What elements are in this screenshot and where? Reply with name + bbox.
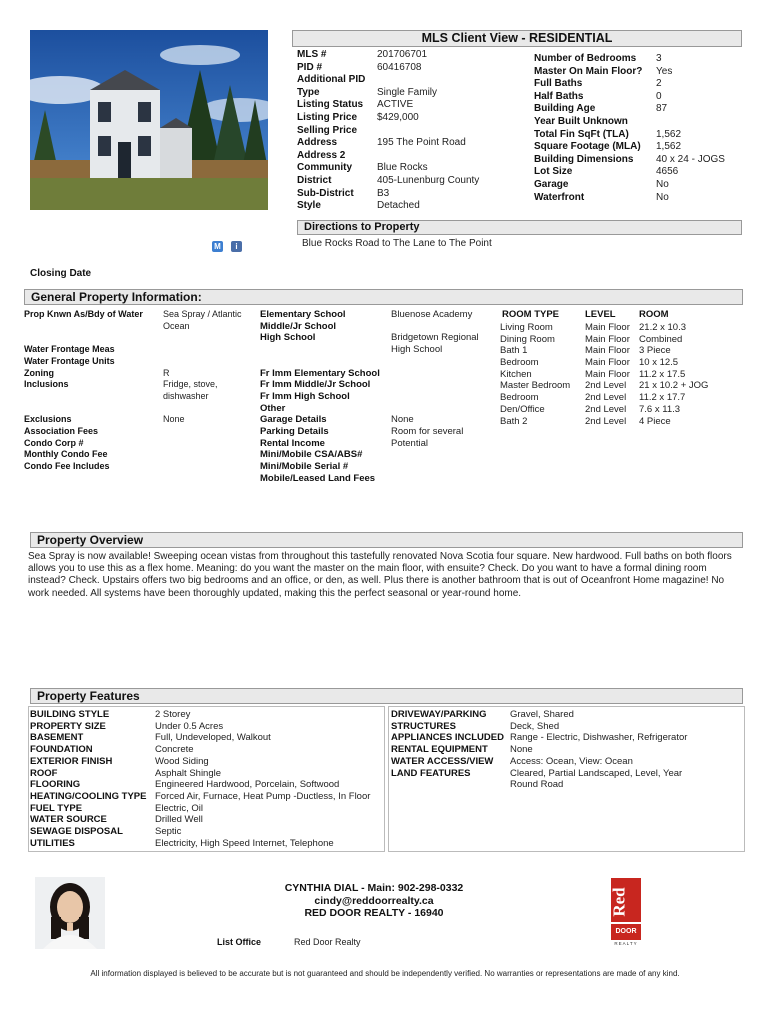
rooms-cell: 7.6 x 11.3	[639, 403, 681, 415]
general-field-label: Fr Imm Middle/Jr School	[260, 379, 371, 391]
general-field-label: Prop Knwn As/Bdy of Water	[24, 309, 143, 319]
listing-field-value	[377, 125, 479, 138]
feature-value: Engineered Hardwood, Porcelain, Softwood	[155, 779, 340, 791]
directions-text: Blue Rocks Road to The Lane to The Point	[302, 238, 492, 249]
general-row	[24, 379, 254, 402]
feature-label: SEWAGE DISPOSAL	[30, 826, 123, 838]
rooms-cell: 2nd Level	[585, 403, 627, 415]
property-photo	[30, 30, 268, 210]
feature-value: Under 0.5 Acres	[155, 720, 224, 732]
rooms-cell: 2nd Level	[585, 392, 627, 404]
general-field-value	[391, 379, 479, 391]
rooms-cell: Main Floor	[585, 357, 630, 369]
general-row	[24, 449, 254, 461]
general-row	[24, 368, 254, 380]
detail-field-label: Lot Size	[534, 166, 573, 178]
general-field-label: Water Frontage Units	[24, 355, 115, 366]
feature-label: FUEL TYPE	[30, 802, 83, 814]
listing-field-value: $429,000	[377, 111, 419, 123]
feature-value: Gravel, Shared	[510, 709, 574, 720]
detail-field-label: Building Dimensions	[534, 153, 634, 165]
general-row	[24, 356, 254, 368]
rooms-cell: 2nd Level	[585, 415, 627, 427]
rooms-cell: Dining Room	[500, 333, 555, 345]
logo-word-door: DOOR	[611, 924, 641, 940]
detail-field-value: 2	[656, 78, 662, 90]
info-icon[interactable]: i	[231, 241, 242, 252]
feature-label: PROPERTY SIZE	[30, 720, 106, 732]
listing-field-label: Listing Price	[297, 111, 358, 123]
listing-field-label: Style	[297, 200, 321, 212]
logo-word-red: Red	[609, 887, 629, 917]
general-field-label: Monthly Condo Fee	[24, 449, 108, 460]
rooms-cell: Bath 1	[500, 345, 528, 357]
listing-field-value: B3	[377, 187, 390, 199]
feature-label: WATER SOURCE	[30, 814, 107, 826]
general-row	[24, 403, 254, 415]
general-field-value: None	[163, 414, 185, 425]
general-field-value	[163, 332, 253, 344]
feature-value: None	[510, 744, 533, 756]
detail-field-value: 87	[656, 103, 668, 115]
feature-label: STRUCTURES	[391, 720, 456, 732]
listing-field-label: Type	[297, 86, 320, 98]
general-field-value: High School	[391, 344, 443, 356]
general-field-value	[163, 356, 253, 368]
feature-value: 2 Storey	[155, 709, 191, 720]
detail-field-value	[656, 116, 725, 129]
feature-value: Drilled Well	[155, 814, 203, 826]
rooms-cell: 10 x 12.5	[639, 357, 679, 369]
feature-label: FLOORING	[30, 779, 81, 791]
listing-field-label: PID #	[297, 61, 323, 73]
rooms-cell: 21 x 10.2 + JOG	[639, 380, 709, 392]
feature-value: Access: Ocean, View: Ocean	[510, 755, 633, 767]
rooms-cell: 4 Piece	[639, 415, 671, 427]
rooms-cell: 3 Piece	[639, 345, 671, 357]
directions-header: Directions to Property	[297, 220, 742, 235]
feature-value: Electric, Oil	[155, 802, 204, 814]
general-row	[24, 414, 254, 426]
general-field-value: Bluenose Academy	[391, 309, 473, 320]
feature-label: APPLIANCES INCLUDED	[391, 732, 504, 744]
overview-header: Property Overview	[30, 532, 743, 548]
general-field-label	[260, 344, 380, 356]
rooms-cell: Main Floor	[585, 345, 630, 357]
listing-field-label: Community	[297, 162, 352, 174]
listing-field-label: Address 2	[297, 149, 346, 161]
detail-field-value: Yes	[656, 65, 673, 77]
listing-field-label: Listing Status	[297, 99, 364, 111]
general-row	[24, 332, 254, 344]
general-row	[24, 438, 254, 450]
general-field-value: None	[391, 414, 414, 426]
detail-field-value: 0	[656, 90, 662, 102]
listing-field-value	[377, 150, 479, 163]
general-field-value	[163, 449, 253, 461]
detail-field-label: Waterfront	[534, 191, 585, 203]
rooms-cell: 11.2 x 17.5	[639, 368, 686, 380]
feature-label: DRIVEWAY/PARKING	[391, 709, 487, 720]
general-field-label: Association Fees	[24, 426, 99, 437]
agent-name-phone: CYNTHIA DIAL - Main: 902-298-0332	[284, 882, 464, 894]
rooms-cell: Main Floor	[585, 368, 630, 380]
general-field-value	[163, 461, 253, 473]
general-field-label: Mini/Mobile CSA/ABS#	[260, 449, 363, 461]
rooms-cell: Bedroom	[500, 357, 539, 369]
agent-email[interactable]: cindy@reddoorrealty.ca	[314, 894, 434, 907]
agent-photo	[35, 877, 105, 949]
rooms-column-header: LEVEL	[585, 309, 616, 320]
detail-field-value: No	[656, 178, 669, 190]
rooms-column-header: ROOM TYPE	[502, 309, 560, 320]
general-field-label: Fr Imm Elementary School	[260, 367, 380, 379]
detail-field-value: No	[656, 191, 669, 203]
feature-value: Forced Air, Furnace, Heat Pump -Ductless, In Floor	[155, 790, 371, 802]
feature-value: Cleared, Partial Landscaped, Level, Year Round Road	[510, 767, 683, 791]
general-field-label: Fr Imm High School	[260, 390, 350, 402]
overview-text: Sea Spray is now available! Sweeping ocean vistas from throughout this tastefully renovated Nova Scotia four square. New hardwood. Full baths on both floors allows you to use this as a flex home. Meaning: do you want the master on the main floor, with ensuite? Check. Do you want to have a formal dining room instead? Check. Upstairs offers two big bedrooms and an office, or den, as well. Plus there is another bathroom that is out of Oceanfront Home magazine! No work needed. All systems have been thoroughly updated, making this the perfect seasonal or year-round home.	[28, 551, 732, 599]
general-field-label: Mini/Mobile Serial #	[260, 461, 349, 473]
page-title: MLS Client View - RESIDENTIAL	[292, 30, 742, 47]
feature-label: RENTAL EQUIPMENT	[391, 744, 488, 756]
detail-field-label: Half Baths	[534, 90, 584, 102]
general-row	[24, 309, 254, 332]
listing-field-value: 60416708	[377, 61, 422, 73]
closing-date-label: Closing Date	[30, 268, 92, 279]
feature-value: Wood Siding	[155, 755, 209, 767]
feature-value: Asphalt Shingle	[155, 767, 222, 779]
general-field-label: Mobile/Leased Land Fees	[260, 472, 376, 484]
detail-field-label: Master On Main Floor?	[534, 65, 643, 77]
listing-field-value: 201706701	[377, 49, 428, 60]
general-field-label: High School	[260, 332, 316, 344]
general-field-label: Zoning	[24, 367, 54, 378]
map-icon[interactable]: M	[212, 241, 223, 252]
general-field-label: Exclusions	[24, 414, 72, 425]
detail-field-label: Number of Bedrooms	[534, 53, 637, 64]
detail-field-value: 1,562	[656, 128, 682, 140]
general-col1	[24, 309, 254, 473]
feature-value: Range - Electric, Dishwasher, Refrigerator	[510, 732, 688, 744]
general-field-label: Other	[260, 402, 286, 414]
listing-field-label: MLS #	[297, 49, 327, 60]
rooms-cell: 11.2 x 17.7	[639, 392, 686, 404]
detail-field-value: 4656	[656, 166, 679, 178]
general-field-value	[391, 403, 479, 415]
general-field-label: Garage Details	[260, 414, 327, 426]
listing-field-value	[377, 74, 479, 87]
feature-label: WATER ACCESS/VIEW	[391, 755, 494, 767]
disclaimer: All information displayed is believed to be accurate but is not guaranteed and should be independently verified. No warranties or representations are made of any kind.	[90, 969, 680, 978]
general-field-value	[391, 321, 479, 333]
rooms-cell: Bedroom	[500, 392, 539, 404]
general-field-label: Inclusions	[24, 379, 69, 390]
general-field-label	[260, 356, 380, 368]
red-door-logo	[611, 878, 641, 948]
general-row	[24, 461, 254, 473]
general-row	[24, 344, 254, 356]
general-field-value	[163, 403, 253, 415]
feature-value: Septic	[155, 826, 182, 838]
listing-field-label: District	[297, 174, 332, 186]
agent-brokerage: RED DOOR REALTY - 16940	[304, 907, 444, 919]
agent-contact	[220, 882, 528, 920]
rooms-cell: Den/Office	[500, 403, 545, 415]
detail-field-label: Garage	[534, 178, 569, 190]
detail-field-label: Square Footage (MLA)	[534, 141, 641, 153]
general-field-value	[163, 426, 253, 438]
feature-label: BUILDING STYLE	[30, 709, 110, 720]
general-field-value: R	[163, 367, 170, 378]
feature-label: UTILITIES	[30, 837, 75, 849]
rooms-cell: Living Room	[500, 322, 553, 333]
feature-label: FOUNDATION	[30, 744, 93, 756]
general-field-value	[391, 356, 479, 368]
general-field-label: Water Frontage Meas	[24, 344, 115, 355]
feature-label: EXTERIOR FINISH	[30, 755, 113, 767]
listing-field-value: Detached	[377, 200, 420, 212]
listing-field-value: ACTIVE	[377, 99, 414, 111]
detail-field-value: 1,562	[656, 141, 682, 153]
rooms-cell: Combined	[639, 333, 683, 345]
general-field-value	[391, 461, 479, 473]
listing-field-value: 195 The Point Road	[377, 137, 466, 149]
general-field-label: Elementary School	[260, 309, 346, 320]
detail-field-value: 3	[656, 53, 662, 64]
feature-value: Concrete	[155, 744, 194, 756]
detail-field-label: Year Built Unknown	[534, 115, 628, 127]
rooms-cell: 21.2 x 10.3	[639, 322, 687, 333]
general-field-value: Fridge, stove, dishwasher	[163, 379, 218, 401]
general-info-header: General Property Information:	[24, 289, 743, 305]
feature-value: Full, Undeveloped, Walkout	[155, 732, 271, 744]
listing-field-label: Additional PID	[297, 74, 366, 86]
detail-field-label: Total Fin SqFt (TLA)	[534, 128, 629, 140]
feature-value: Deck, Shed	[510, 720, 560, 732]
feature-value: Electricity, High Speed Internet, Telephone	[155, 837, 334, 849]
rooms-cell: Kitchen	[500, 368, 532, 380]
detail-field-label: Full Baths	[534, 78, 583, 90]
listing-field-label: Address	[297, 137, 338, 149]
list-office-value: Red Door Realty	[294, 937, 361, 947]
detail-field-value: 40 x 24 - JOGS	[656, 153, 725, 165]
listing-field-label: Selling Price	[297, 124, 358, 136]
general-field-value: Bridgetown Regional	[391, 332, 479, 344]
general-field-label: Middle/Jr School	[260, 320, 337, 332]
rooms-column-header: ROOM	[639, 309, 669, 320]
general-field-value	[391, 391, 479, 403]
logo-word-realty: REALTY	[614, 941, 638, 946]
list-office-label: List Office	[217, 937, 262, 947]
general-field-label: Rental Income	[260, 437, 325, 449]
general-field-label: Condo Corp #	[24, 437, 84, 448]
general-field-value	[391, 368, 479, 380]
general-field-value: Potential	[391, 437, 428, 449]
features-header: Property Features	[30, 688, 743, 704]
rooms-cell: Master Bedroom	[500, 380, 571, 392]
feature-label: ROOF	[30, 767, 58, 779]
general-field-value: Sea Spray / Atlantic Ocean	[163, 309, 242, 331]
listing-field-value: Single Family	[377, 86, 438, 98]
rooms-cell: Bath 2	[500, 415, 528, 427]
general-field-value	[163, 344, 253, 356]
general-row	[24, 426, 254, 438]
feature-label: HEATING/COOLING TYPE	[30, 790, 147, 802]
general-field-value	[391, 473, 479, 485]
general-field-value	[163, 438, 253, 450]
listing-field-value: Blue Rocks	[377, 162, 428, 174]
general-field-label: Parking Details	[260, 426, 329, 438]
rooms-cell: Main Floor	[585, 322, 630, 333]
rooms-cell: Main Floor	[585, 333, 630, 345]
detail-field-label: Building Age	[534, 103, 596, 115]
feature-label: LAND FEATURES	[391, 767, 471, 779]
listing-field-label: Sub-District	[297, 187, 354, 199]
general-field-value	[391, 449, 479, 461]
rooms-cell: 2nd Level	[585, 380, 627, 392]
listing-field-value: 405-Lunenburg County	[377, 174, 480, 186]
general-field-label: Condo Fee Includes	[24, 461, 110, 472]
general-field-value: Room for several	[391, 426, 464, 438]
feature-label: BASEMENT	[30, 732, 84, 744]
